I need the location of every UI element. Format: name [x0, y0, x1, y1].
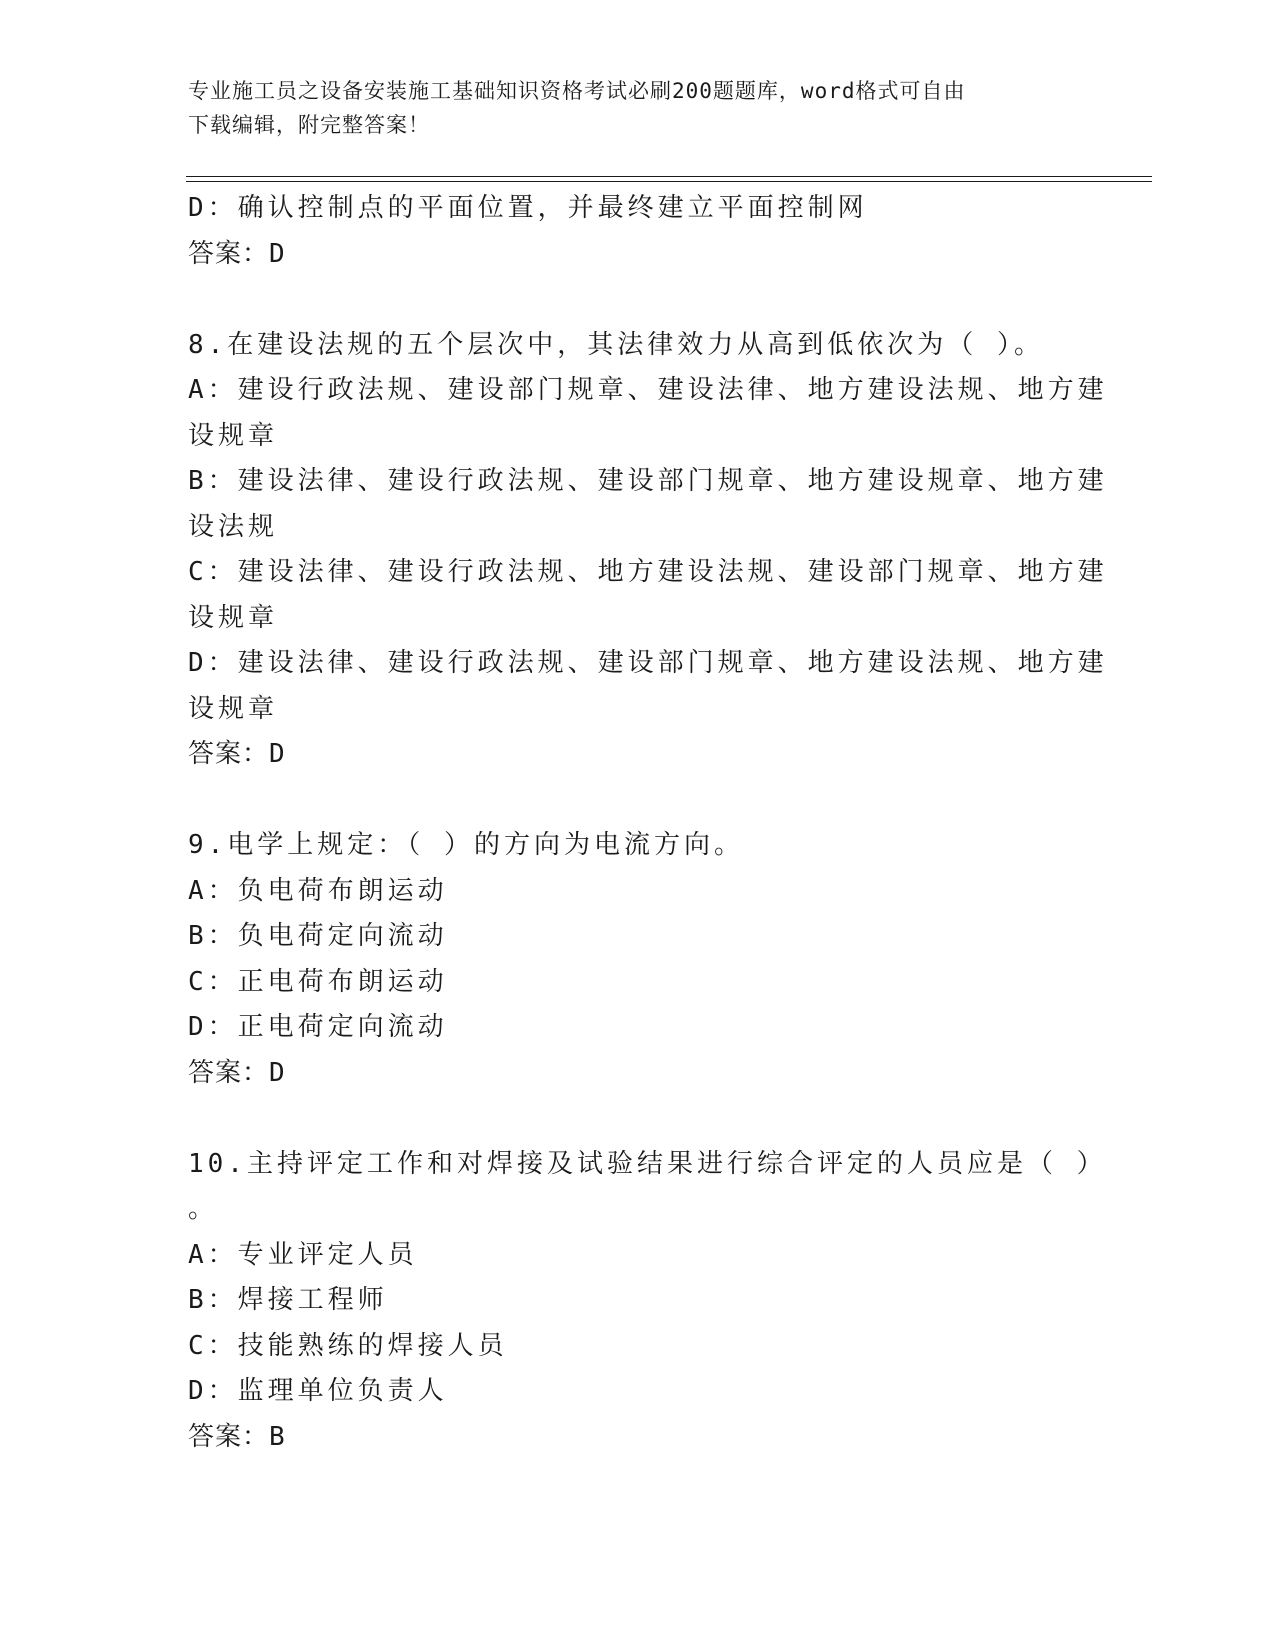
option-a: A：负电荷布朗运动	[188, 875, 448, 906]
spacer	[188, 778, 1088, 824]
option-c: C：建设法律、建设行政法规、地方建设法规、建设部门规章、地方建	[188, 557, 1108, 587]
option-b-continued: 设法规	[188, 511, 279, 542]
option-c: C：正电荷布朗运动	[188, 966, 448, 997]
option-b: B：建设法律、建设行政法规、建设部门规章、地方建设规章、地方建	[188, 466, 1108, 496]
option-d-continued: 设规章	[188, 693, 279, 724]
option-c: C：技能熟练的焊接人员	[188, 1330, 508, 1361]
option-d: D：建设法律、建设行政法规、建设部门规章、地方建设法规、地方建	[188, 648, 1108, 678]
option-b: B：焊接工程师	[188, 1285, 388, 1315]
header-divider	[186, 176, 1152, 182]
question-stem: 9.电学上规定：（ ）的方向为电流方向。	[188, 830, 744, 860]
spacer	[188, 1096, 1088, 1142]
question-stem: 10.主持评定工作和对焊接及试验结果进行综合评定的人员应是（ ）	[188, 1148, 1107, 1179]
option-b: B：负电荷定向流动	[188, 921, 448, 951]
header-line-1: 专业施工员之设备安装施工基础知识资格考试必刷200题题库，word格式可自由	[188, 79, 966, 103]
answer: 答案：D	[188, 1057, 286, 1088]
option-d: D：监理单位负责人	[188, 1376, 448, 1406]
page-header	[188, 74, 1068, 142]
question-10	[188, 1142, 1107, 1461]
question-stem-continued: 。	[188, 1194, 219, 1224]
option-a: A：建设行政法规、建设部门规章、建设法律、地方建设法规、地方建	[188, 375, 1108, 405]
spacer	[188, 277, 1088, 323]
question-9	[188, 823, 1088, 1096]
answer: 答案：D	[188, 238, 286, 269]
option-a: A：专业评定人员	[188, 1239, 418, 1270]
option-a-continued: 设规章	[188, 420, 279, 451]
question-content	[188, 186, 1108, 1460]
option-d: D：正电荷定向流动	[188, 1012, 448, 1042]
answer: 答案：B	[188, 1421, 286, 1452]
answer: 答案：D	[188, 739, 286, 769]
question-stem: 8.在建设法规的五个层次中，其法律效力从高到低依次为（ ）。	[188, 329, 1044, 360]
question-7-tail	[188, 186, 1088, 277]
question-8	[188, 323, 1108, 778]
option-c-continued: 设规章	[188, 602, 279, 633]
option-d: D：确认控制点的平面位置，并最终建立平面控制网	[188, 193, 868, 223]
header-line-2: 下载编辑，附完整答案！	[188, 113, 430, 137]
